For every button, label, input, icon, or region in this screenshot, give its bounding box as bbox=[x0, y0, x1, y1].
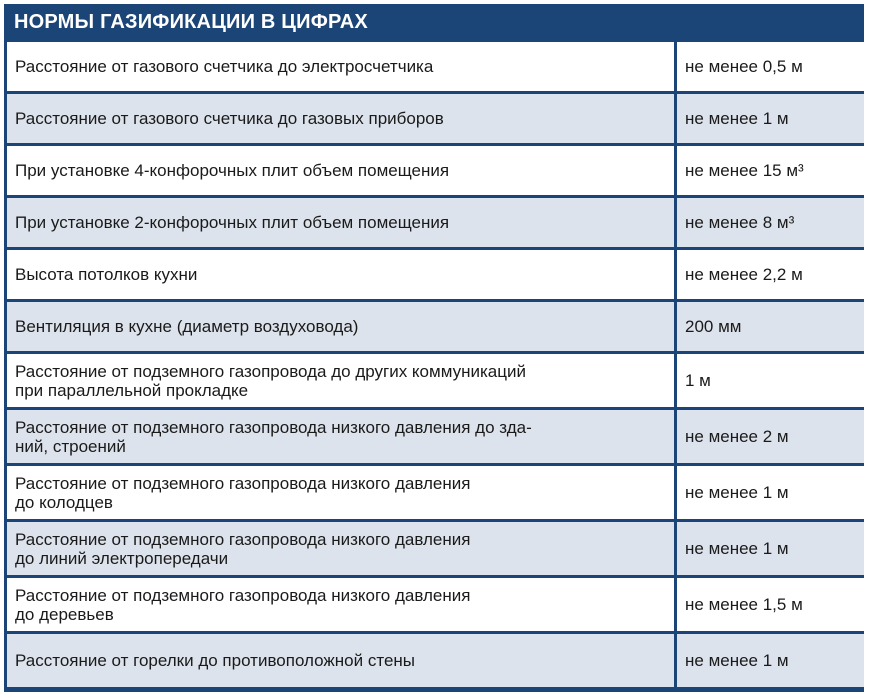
table-row bbox=[7, 250, 864, 299]
norm-label: Расстояние от горелки до противоположной стены bbox=[7, 634, 674, 687]
norm-label: Вентиляция в кухне (диаметр воздуховода) bbox=[7, 302, 674, 351]
norms-table bbox=[4, 39, 867, 690]
norm-value: не менее 0,5 м bbox=[677, 42, 864, 91]
table-row bbox=[7, 354, 864, 407]
norm-value: 1 м bbox=[677, 354, 864, 407]
table-row bbox=[7, 198, 864, 247]
norm-value: не менее 2 м bbox=[677, 410, 864, 463]
norm-label: Расстояние от подземного газопровода низкого давления до деревьев bbox=[7, 578, 674, 631]
norm-label: Расстояние от подземного газопровода до других коммуникаций при параллельной прокладке bbox=[7, 354, 674, 407]
table-row bbox=[7, 410, 864, 463]
norm-label: Расстояние от газового счетчика до электросчетчика bbox=[7, 42, 674, 91]
table-row bbox=[7, 42, 864, 91]
norm-value: не менее 1 м bbox=[677, 94, 864, 143]
norm-value: не менее 1 м bbox=[677, 466, 864, 519]
norm-label: Расстояние от подземного газопровода низкого давления до колодцев bbox=[7, 466, 674, 519]
norm-label: Расстояние от подземного газопровода низкого давления до зда- ний, строений bbox=[7, 410, 674, 463]
norm-label: Высота потолков кухни bbox=[7, 250, 674, 299]
norm-label: Расстояние от газового счетчика до газовых приборов bbox=[7, 94, 674, 143]
table-row bbox=[7, 302, 864, 351]
norms-table-frame bbox=[4, 4, 864, 692]
table-row bbox=[7, 578, 864, 631]
table-row bbox=[7, 634, 864, 687]
table-title: НОРМЫ ГАЗИФИКАЦИИ В ЦИФРАХ bbox=[4, 4, 864, 40]
table-row bbox=[7, 466, 864, 519]
norm-value: не менее 1 м bbox=[677, 522, 864, 575]
norm-value: не менее 1 м bbox=[677, 634, 864, 687]
table-row bbox=[7, 94, 864, 143]
norm-value: не менее 8 м³ bbox=[677, 198, 864, 247]
norm-value: не менее 1,5 м bbox=[677, 578, 864, 631]
norm-label: Расстояние от подземного газопровода низкого давления до линий электропередачи bbox=[7, 522, 674, 575]
table-row bbox=[7, 522, 864, 575]
table-row bbox=[7, 146, 864, 195]
norm-label: При установке 4-конфорочных плит объем помещения bbox=[7, 146, 674, 195]
norm-value: не менее 15 м³ bbox=[677, 146, 864, 195]
norm-value: 200 мм bbox=[677, 302, 864, 351]
norm-label: При установке 2-конфорочных плит объем помещения bbox=[7, 198, 674, 247]
norm-value: не менее 2,2 м bbox=[677, 250, 864, 299]
